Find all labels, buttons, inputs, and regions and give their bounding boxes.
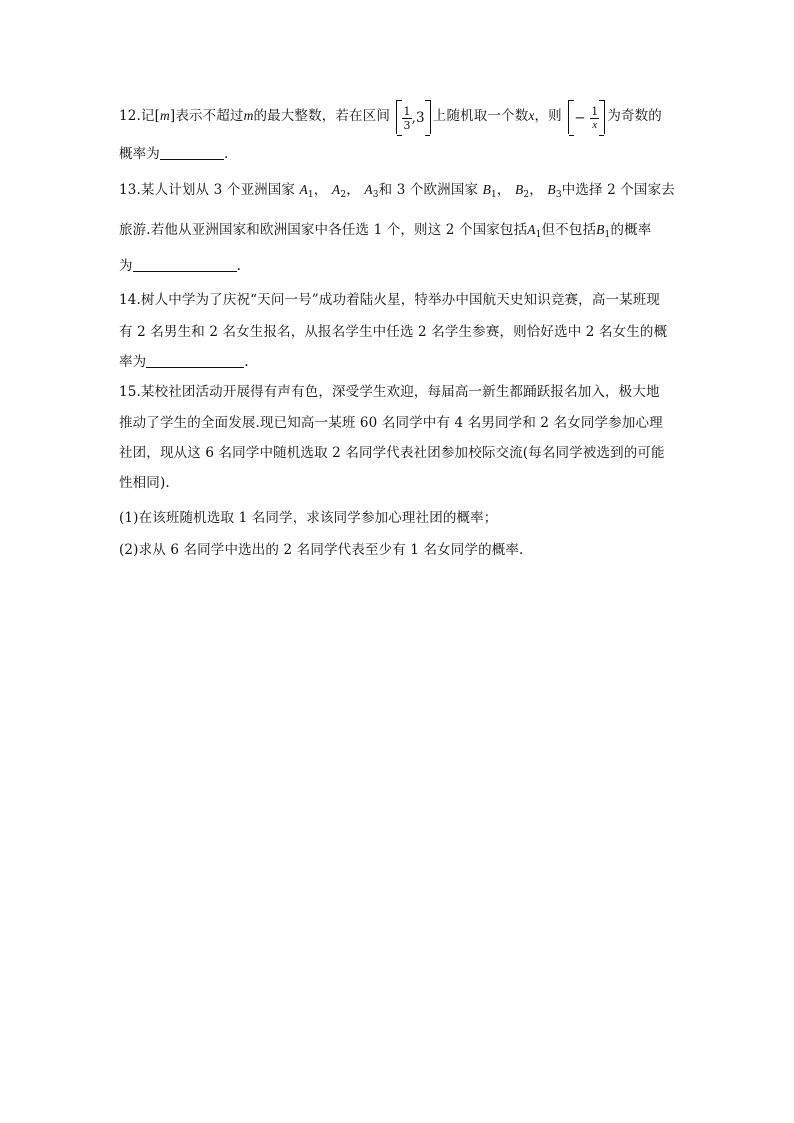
answer-blank (133, 257, 237, 272)
q13-text: 和 3 个欧洲国家 (378, 182, 479, 198)
q13-line-3 (119, 256, 676, 276)
subscript: 1 (535, 230, 542, 240)
subscript: 2 (340, 190, 347, 200)
q15-line-3 (119, 443, 676, 463)
q14-text: 率为 (119, 354, 147, 370)
q14-line-2 (119, 322, 676, 342)
comma: ， (529, 182, 543, 198)
answer-blank (160, 145, 224, 160)
subscript: 1 (307, 190, 314, 200)
subscript: 1 (604, 230, 611, 240)
fraction-denominator: x (592, 118, 598, 131)
var-B: B (596, 222, 605, 237)
q12-expr-fraction (590, 105, 599, 132)
q15-text: 性相同). (119, 475, 170, 491)
q15-text: 15.某校社团活动开展得有声有色，深受学生欢迎，每届高一新生都踊跃报名加入，极大地 (119, 384, 660, 400)
q12-line-1 (119, 98, 676, 134)
fraction-numerator: 1 (591, 104, 599, 118)
q13-text: 中选择 2 个国家去 (561, 182, 675, 198)
fraction-numerator: 1 (403, 104, 411, 118)
fraction-denominator: 3 (403, 118, 411, 132)
q12-var-x: x (528, 108, 535, 123)
q14-line-3 (119, 352, 676, 372)
comma: ， (313, 182, 328, 198)
q12-floor-bracket (568, 100, 605, 134)
q13-text: 为 (119, 258, 133, 274)
answer-blank (146, 353, 244, 368)
q15-text: 推动了学生的全面发展.现已知高一某班 60 名同学中有 4 名男同学和 2 名女同学参加心理 (119, 415, 663, 431)
q12-interval-fraction (402, 105, 411, 132)
q13-line-1 (119, 180, 676, 200)
q14-line-1 (119, 290, 676, 310)
var-B: B (547, 182, 556, 197)
q15-subquestion-1 (119, 508, 676, 528)
q12-var-m: m (243, 108, 254, 123)
q15-text: (1)在该班随机选取 1 名同学，求该同学参加心理社团的概率； (119, 510, 498, 526)
q12-text: . (223, 146, 229, 162)
interval-separator: , (411, 110, 417, 126)
q12-text: ]表示不超过 (169, 108, 244, 124)
q15-line-4 (119, 473, 676, 493)
q12-text: 为奇数的 (607, 108, 662, 124)
q12-text: ，则 (534, 108, 562, 124)
subscript: 3 (372, 190, 379, 200)
subscript: 2 (523, 190, 530, 200)
q14-text: 14.树人中学为了庆祝“天问一号”成功着陆火星，特举办中国航天史知识竞赛，高一某班现 (119, 292, 661, 308)
q12-var-m: m (160, 108, 170, 123)
var-A: A (364, 182, 373, 197)
q12-interval-bracket (396, 100, 430, 134)
comma: ， (496, 182, 511, 198)
q13-text: 但不包括 (541, 222, 597, 238)
q15-text: 社团，现从这 6 名同学中随机选取 2 名同学代表社团参加校际交流(每名同学被选到的可能 (119, 445, 665, 461)
q15-text: (2)求从 6 名同学中选出的 2 名同学代表至少有 1 名女同学的概率. (119, 542, 524, 558)
q15-line-2 (119, 413, 676, 433)
var-A: A (331, 182, 341, 197)
subscript: 3 (555, 190, 562, 200)
q13-line-2 (119, 220, 676, 240)
interval-end: 3 (416, 110, 425, 126)
q13-text: . (236, 258, 242, 274)
q12-text: 上随机取一个数 (432, 108, 529, 124)
var-A: A (527, 222, 536, 237)
q12-line-2 (119, 144, 676, 164)
q13-text: 的概率 (610, 222, 652, 238)
var-A: A (299, 182, 308, 197)
q15-line-1 (119, 382, 676, 402)
var-B: B (482, 182, 491, 197)
q14-text: 有 2 名男生和 2 名女生报名，从报名学生中任选 2 名学生参赛，则恰好选中 2 名女生的概 (119, 324, 668, 340)
q12-text: 的最大整数，若在区间 (253, 108, 390, 124)
q13-text: 13.某人计划从 3 个亚洲国家 (119, 182, 296, 198)
subscript: 1 (491, 190, 497, 200)
q12-text: 12.记[ (119, 108, 160, 124)
q14-text: . (244, 354, 249, 370)
comma: ， (346, 182, 360, 198)
var-B: B (515, 182, 524, 197)
q13-text: 旅游.若他从亚洲国家和欧洲国家中各任选 1 个，则这 2 个国家包括 (119, 222, 528, 238)
minus-sign: − (574, 110, 586, 126)
q15-subquestion-2 (119, 540, 676, 560)
q12-text: 概率为 (119, 146, 160, 162)
